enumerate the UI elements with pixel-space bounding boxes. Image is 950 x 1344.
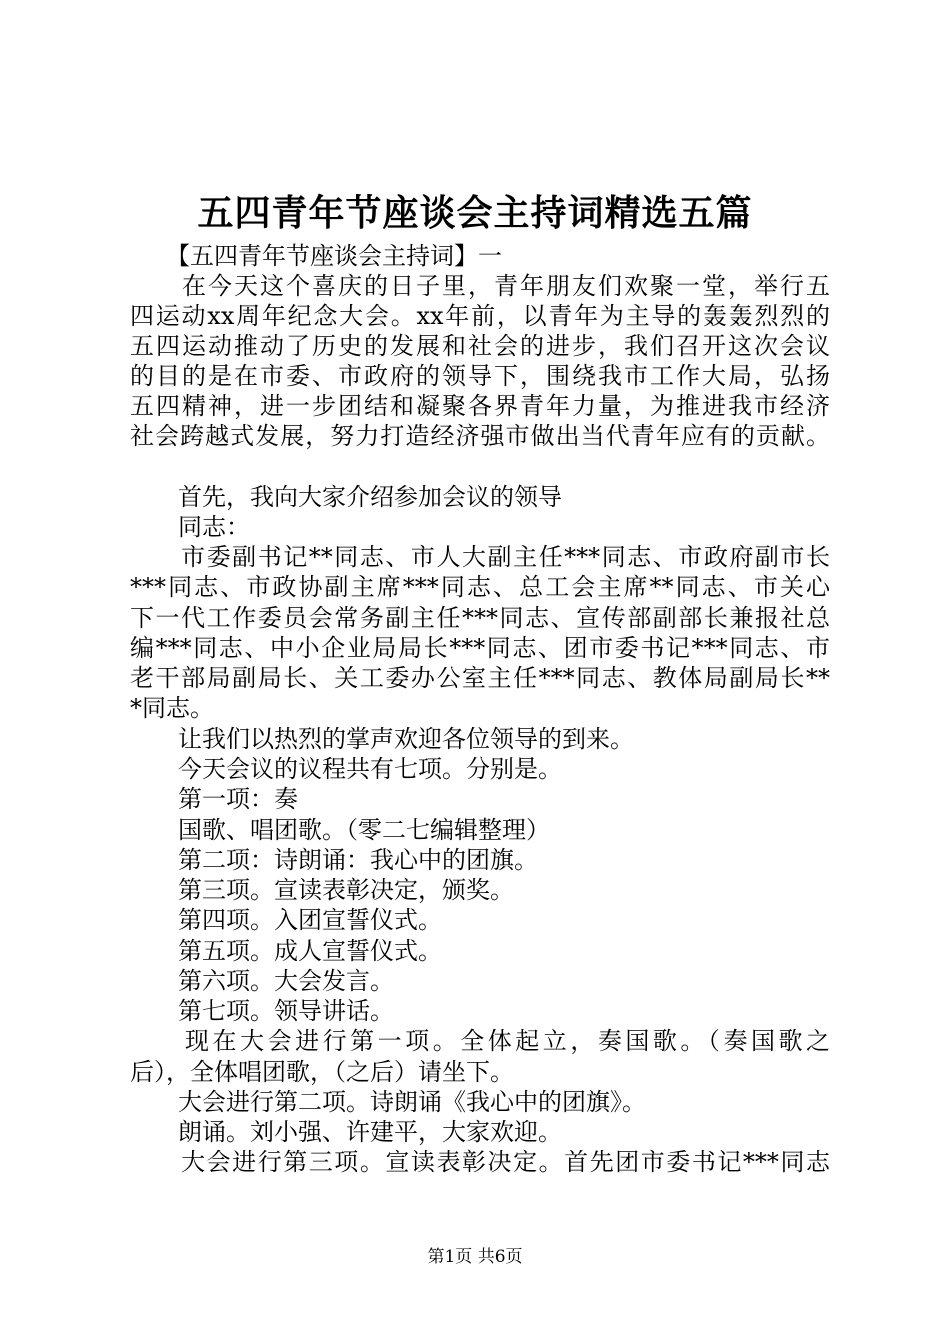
body-line: 国歌、唱团歌。（零二七编辑整理） <box>130 816 550 844</box>
body-line: 第一项：奏 <box>130 785 298 813</box>
body-line: 首先，我向大家介绍参加会议的领导 <box>130 483 562 511</box>
body-line: 第三项。宣读表彰决定，颁奖。 <box>130 876 514 904</box>
body-line: 朗诵。刘小强、许建平，大家欢迎。 <box>130 1118 562 1146</box>
body-line: 【五四青年节座谈会主持词】一 <box>130 242 502 270</box>
body-line: 同志： <box>130 513 250 541</box>
body-line: ***同志、市政协副主席***同志、总工会主席**同志、市关心 <box>130 573 830 601</box>
body-line: 在今天这个喜庆的日子里，青年朋友们欢聚一堂，举行五 <box>130 272 830 300</box>
body-line: 今天会议的议程共有七项。分别是。 <box>130 755 562 783</box>
body-line: 现在大会进行第一项。全体起立，奏国歌。（奏国歌之 <box>130 1027 830 1055</box>
body-line: 市委副书记**同志、市人大副主任***同志、市政府副市长 <box>130 543 830 571</box>
body-line: 编***同志、中小企业局局长***同志、团市委书记***同志、市 <box>130 634 830 662</box>
body-line: 的目的是在市委、市政府的领导下，围绕我市工作大局，弘扬 <box>130 362 830 390</box>
body-line: 五四运动推动了历史的发展和社会的进步，我们召开这次会议 <box>130 332 830 360</box>
body-line: 第六项。大会发言。 <box>130 967 394 995</box>
body-line: 第七项。领导讲话。 <box>130 997 394 1025</box>
body-line: 大会进行第三项。宣读表彰决定。首先团市委书记***同志 <box>130 1148 830 1176</box>
body-line: 大会进行第二项。诗朗诵《我心中的团旗》。 <box>130 1088 646 1116</box>
body-line: 第二项：诗朗诵：我心中的团旗。 <box>130 846 538 874</box>
body-line: 五四精神，进一步团结和凝聚各界青年力量，为推进我市经济 <box>130 392 830 420</box>
body-line: 后），全体唱团歌，（之后）请坐下。 <box>130 1058 514 1086</box>
body-line: 第五项。成人宣誓仪式。 <box>130 937 442 965</box>
body-line: 老干部局副局长、关工委办公室主任***同志、教体局副局长** <box>130 664 830 692</box>
body-line: *同志。 <box>130 694 214 722</box>
body-line: 第四项。入团宣誓仪式。 <box>130 906 442 934</box>
body-line: 下一代工作委员会常务副主任***同志、宣传部副部长兼报社总 <box>130 604 830 632</box>
body-line: 四运动xx周年纪念大会。xx年前，以青年为主导的轰轰烈烈的 <box>130 302 830 330</box>
body-line: 社会跨越式发展，努力打造经济强市做出当代青年应有的贡献。 <box>130 422 830 450</box>
document-title: 五四青年节座谈会主持词精选五篇 <box>197 192 753 234</box>
body-line: 让我们以热烈的掌声欢迎各位领导的到来。 <box>130 725 634 753</box>
page-footer: 第1页 共6页 <box>427 1247 523 1267</box>
